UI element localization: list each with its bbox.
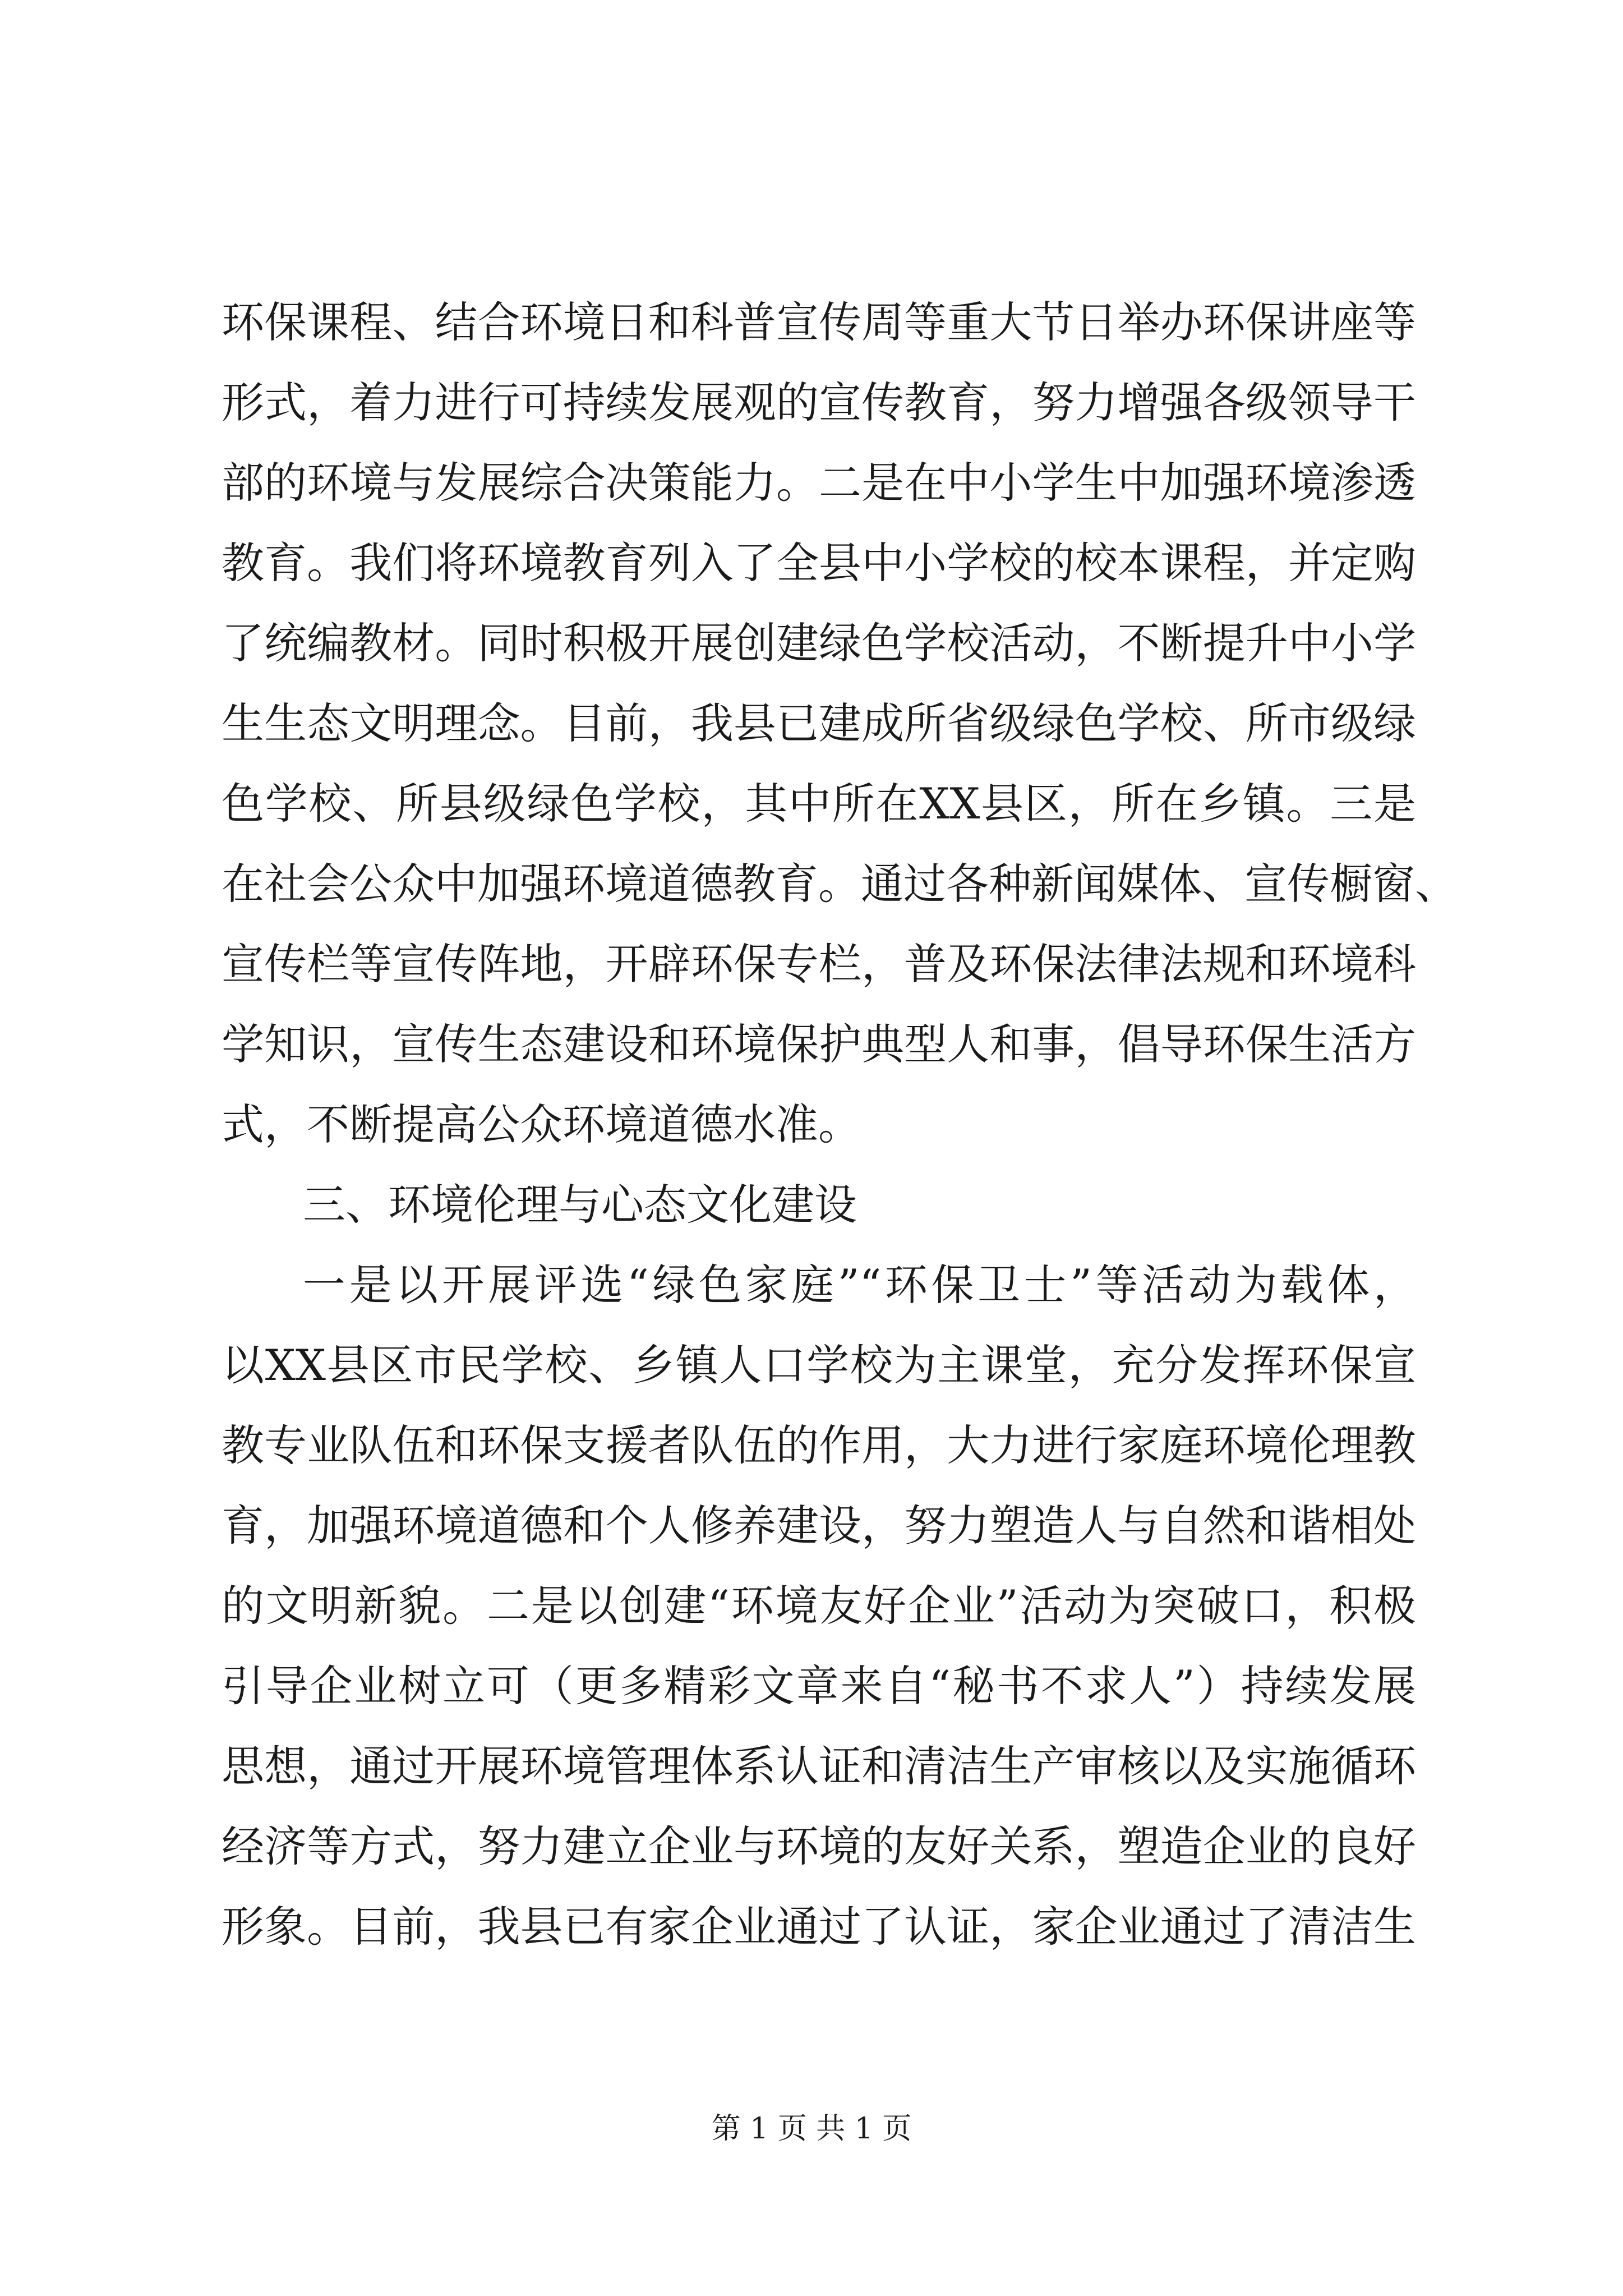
body-text-line: 思想，通过开展环境管理体系认证和清洁生产审核以及实施循环 <box>222 1741 1416 1791</box>
body-text-line: 式，不断提高公众环境道德水准。 <box>222 1099 861 1149</box>
body-text-line: 形象。目前，我县已有家企业通过了认证，家企业通过了清洁生 <box>222 1902 1416 1952</box>
body-text-line: 宣传栏等宣传阵地，开辟环保专栏，普及环保法律法规和环境科 <box>222 939 1416 989</box>
body-text-line: 环保课程、结合环境日和科普宣传周等重大节日举办环保讲座等 <box>222 297 1416 347</box>
body-text-line: 引导企业树立可（更多精彩文章来自“秘书不求人”）持续发展 <box>222 1661 1416 1711</box>
body-text-line: 部的环境与发展综合决策能力。二是在中小学生中加强环境渗透 <box>222 458 1416 508</box>
body-text-line: 生生态文明理念。目前，我县已建成所省级绿色学校、所市级绿 <box>222 698 1416 748</box>
body-text-line: 育，加强环境道德和个人修养建设，努力塑造人与自然和谐相处 <box>222 1501 1416 1550</box>
body-text-line: 教专业队伍和环保支援者队伍的作用，大力进行家庭环境伦理教 <box>222 1420 1416 1470</box>
body-text-line: 在社会公众中加强环境道德教育。通过各种新闻媒体、宣传橱窗、 <box>222 859 1458 909</box>
body-text-line: 教育。我们将环境教育列入了全县中小学校的校本课程，并定购 <box>222 538 1416 588</box>
body-text-line: 色学校、所县级绿色学校，其中所在XX县区，所在乡镇。三是 <box>222 779 1416 829</box>
body-text-line: 了统编教材。同时积极开展创建绿色学校活动，不断提升中小学 <box>222 618 1416 668</box>
body-text-line: 的文明新貌。二是以创建“环境友好企业”活动为突破口，积极 <box>222 1581 1416 1631</box>
page-number-footer: 第 1 页 共 1 页 <box>711 2112 912 2146</box>
body-text-line: 经济等方式，努力建立企业与环境的友好关系，塑造企业的良好 <box>222 1821 1416 1871</box>
section-heading: 三、环境伦理与心态文化建设 <box>303 1180 857 1230</box>
body-text-line: 一是以开展评选“绿色家庭”“环保卫士”等活动为载体， <box>303 1260 1416 1310</box>
body-text-line: 以XX县区市民学校、乡镇人口学校为主课堂，充分发挥环保宣 <box>222 1340 1416 1390</box>
body-text-line: 形式，着力进行可持续发展观的宣传教育，努力增强各级领导干 <box>222 378 1416 427</box>
body-text-line: 学知识，宣传生态建设和环境保护典型人和事，倡导环保生活方 <box>222 1019 1416 1069</box>
